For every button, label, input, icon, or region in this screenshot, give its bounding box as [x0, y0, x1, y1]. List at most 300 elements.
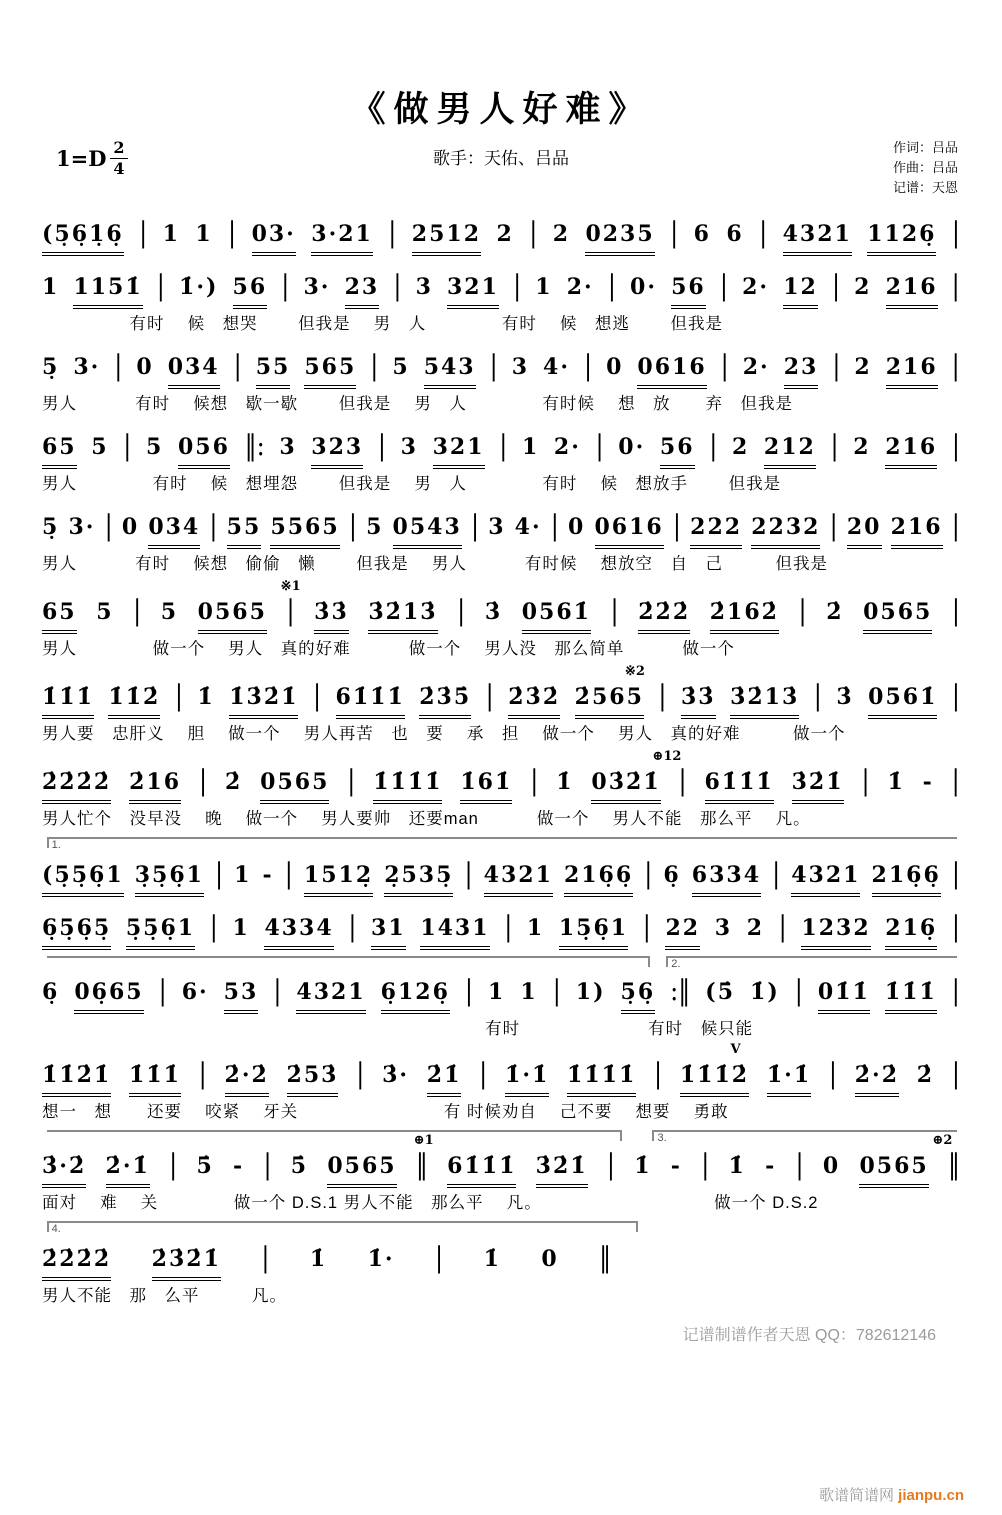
key-label: 1=D: [56, 146, 107, 171]
note-group: 65: [42, 430, 77, 469]
note-group: 23: [345, 270, 380, 309]
barline: |: [530, 764, 539, 798]
barline: |: [388, 216, 397, 250]
barline: |: [794, 974, 803, 1008]
note-group: -: [670, 1153, 682, 1179]
note-group: 1151̇: [73, 270, 142, 309]
note-group: 1: [488, 979, 506, 1005]
barline: |: [104, 509, 113, 543]
note-group: 06̣65: [74, 975, 143, 1014]
jianpu-notes-row: [42, 974, 960, 1014]
barline: |: [198, 764, 208, 798]
jianpu-notes-row: [42, 910, 960, 950]
notation-line: [42, 349, 960, 416]
note-group: 1̇·: [367, 1246, 395, 1272]
lyrics-row: 面对 难 关 做一个 D.S.1 男人不能 那么平 凡。 做一个 D.S.2: [42, 1194, 819, 1212]
note-group: 565: [304, 350, 356, 389]
double-barline: :‖: [670, 974, 691, 1008]
note-group: 3: [400, 434, 418, 460]
volta-bracket: [47, 956, 650, 967]
volta-bracket: [666, 956, 957, 970]
barline: |: [286, 594, 295, 628]
note-group: 31: [371, 911, 406, 950]
volta-bracket: [47, 1130, 623, 1141]
note-group: 2̇·2̇: [225, 1058, 269, 1097]
jianpu-notes-row: [42, 1148, 960, 1188]
notation-line: [42, 216, 960, 256]
note-group: 5̣: [42, 354, 60, 380]
note-group: 0565: [327, 1149, 396, 1188]
lyrics-row: 男人忙个 没早没 晚 做一个 男人要帅 还要man 做一个 男人不能 那么平 凡。: [42, 810, 811, 828]
note-group: 03̇2̇1̇: [591, 765, 660, 804]
notation-line: [42, 579, 960, 661]
volta-number: 1.: [51, 839, 61, 851]
barline: |: [273, 974, 282, 1008]
note-group: 2̇2̇2̇: [638, 595, 690, 634]
barline: |: [595, 429, 604, 463]
note-group: (5̇: [705, 979, 735, 1005]
barline: |: [133, 594, 142, 628]
note-group: 3·: [68, 514, 96, 540]
jianpu-notes-row: [42, 679, 960, 719]
note-group: 056: [178, 430, 230, 469]
note-group: 5: [96, 599, 114, 625]
note-group: 321: [447, 270, 499, 309]
barline: |: [348, 910, 357, 944]
subheader: [0, 132, 1002, 210]
barline: |: [281, 269, 290, 303]
barline: |: [606, 1148, 615, 1182]
note-group: 1̇: [728, 1153, 746, 1179]
note-group: 3: [714, 915, 733, 941]
note-group: 61̇1̇1̇: [336, 680, 405, 719]
score-marker: ※2: [624, 664, 645, 679]
note-group: 0: [121, 514, 140, 540]
note-group: 2̇162̇: [710, 595, 779, 634]
barline: |: [813, 679, 822, 713]
note-group: 0: [822, 1153, 841, 1179]
note-group: 0: [541, 1246, 559, 1272]
note-group: 6̣5̣6̣5̣: [42, 911, 111, 950]
note-group: 2̇·2̇: [855, 1058, 899, 1097]
note-group: 1431: [420, 911, 489, 950]
notation-area: [0, 210, 1002, 1308]
barline: |: [156, 269, 165, 303]
note-group: 61̇1̇1̇: [705, 765, 774, 804]
note-group: 1̇1̇2̇: [108, 680, 160, 719]
barline: |: [951, 216, 960, 250]
barline: |: [759, 216, 768, 250]
double-barline: ‖: [947, 1148, 960, 1182]
barline: |: [464, 974, 474, 1008]
notation-line: [42, 1133, 960, 1215]
note-group: 1̇1̇1̇1̇: [373, 765, 442, 804]
jianpu-notes-row: [42, 764, 960, 804]
note-group: 23: [784, 350, 819, 389]
barline: |: [513, 269, 522, 303]
barline: |: [951, 679, 960, 713]
note-group: 1512̣: [304, 858, 373, 897]
lyrics-row: 有时 候 想哭 但我是 男 人 有时 候 想逃 但我是: [42, 315, 724, 333]
note-group: 222: [690, 510, 742, 549]
score-marker: ⊕2: [932, 1133, 953, 1148]
note-group: 3̇·2̇: [42, 1149, 86, 1188]
barline: |: [607, 269, 616, 303]
barline: |: [470, 509, 480, 543]
volta-bracket: [47, 1221, 639, 1235]
note-group: -: [765, 1153, 777, 1179]
site-name: 歌谱简谱网: [818, 1487, 899, 1504]
barline: |: [829, 509, 838, 543]
note-group: 1: [526, 915, 545, 941]
note-group: 0616: [595, 510, 664, 549]
note-group: 5̣5̣6̣1: [126, 911, 195, 950]
note-group: 1̇·1̇: [767, 1058, 811, 1097]
note-group: 55: [227, 510, 262, 549]
barline: |: [356, 1057, 365, 1091]
note-group: 0565: [198, 595, 267, 634]
lyrics-row: 男人 有时 候想 偷偷 懒 但我是 男人 有时候 想放空 自 己 但我是: [42, 555, 829, 573]
barline: |: [464, 857, 473, 891]
note-group: 3: [279, 434, 297, 460]
note-group: 3·: [303, 274, 331, 300]
note-group: 3: [488, 514, 506, 540]
note-group: 4·: [514, 514, 542, 540]
barline: |: [393, 269, 402, 303]
barline: |: [672, 509, 681, 543]
note-group: 323: [311, 430, 363, 469]
volta-bracket: [47, 837, 958, 851]
note-group: 5̇: [290, 1153, 309, 1179]
note-group: 3·: [73, 354, 101, 380]
jianpu-notes-row: [42, 429, 960, 469]
note-group: 2: [746, 915, 765, 941]
note-group: 03·: [252, 217, 296, 256]
note-group: 1̇1̇1̇2̇: [680, 1058, 749, 1097]
barline: |: [261, 1241, 270, 1275]
barline: |: [552, 974, 561, 1008]
note-group: 1̇1̇2̇1̇: [42, 1058, 111, 1097]
note-group: 1̇: [309, 1246, 328, 1272]
song-title: 《做男人好难》: [350, 90, 652, 129]
note-group: 3̇3̇: [681, 680, 716, 719]
note-group: 65: [42, 595, 77, 634]
barline: |: [951, 974, 960, 1008]
note-group: 6·: [181, 979, 209, 1005]
score-marker: ⊕1: [413, 1133, 434, 1148]
note-group: 1̇·1̇: [505, 1058, 549, 1097]
barline: |: [678, 764, 687, 798]
barline: |: [610, 594, 619, 628]
note-group: 1̇: [197, 684, 215, 710]
barline: |: [499, 429, 508, 463]
note-group: 2512: [412, 217, 481, 256]
composer-credit: 作曲：吕品: [892, 160, 958, 175]
note-group: -: [262, 862, 274, 888]
barline: |: [798, 594, 807, 628]
note-group: 0565: [863, 595, 932, 634]
barline: |: [778, 910, 787, 944]
note-group: 2̇1̇: [427, 1058, 462, 1097]
note-group: 4321: [791, 858, 860, 897]
site-footer: [819, 1484, 964, 1505]
volta-bracket: [652, 1130, 957, 1144]
time-signature-bottom: 4: [113, 159, 125, 178]
note-group: 6334: [692, 858, 761, 897]
barline: |: [951, 509, 960, 543]
note-group: 2̇3̇2̇1̇: [152, 1242, 221, 1281]
barline: |: [215, 857, 224, 891]
notation-line: [42, 509, 960, 576]
double-barline: ‖:: [244, 429, 265, 463]
score-marker: V: [730, 1042, 741, 1057]
note-group: 1): [575, 979, 606, 1005]
lyrics-row: 男人 有时 候想 歇一歇 但我是 男 人 有时候 想 放 弃 但我是: [42, 395, 794, 413]
note-group: 1: [521, 434, 540, 460]
jianpu-notes-row: [42, 1057, 960, 1097]
note-group: 1̇): [750, 979, 780, 1005]
note-group: 216̣6̣: [872, 858, 941, 897]
note-group: 1̇·): [179, 274, 219, 300]
barline: |: [377, 429, 386, 463]
note-group: 2·: [742, 274, 770, 300]
note-group: 2̇: [224, 769, 243, 795]
lyricist-credit: 作词：吕品: [892, 140, 958, 155]
note-group: 1̇61̇: [460, 765, 512, 804]
note-group: 1̇: [887, 769, 905, 795]
note-group: 2̇2̇2̇2̇: [42, 1242, 111, 1281]
note-group: 3̇2̇1̇: [536, 1149, 588, 1188]
note-group: 56: [671, 270, 706, 309]
note-group: 034: [168, 350, 220, 389]
notation-line: [42, 910, 960, 970]
note-group: 2: [731, 434, 750, 460]
note-group: 1̇1̇1̇: [42, 680, 94, 719]
lyrics-row: 男人要 忠肝义 胆 做一个 男人再苦 也 要 承 担 做一个 男人 真的好难 做一个: [42, 725, 846, 743]
note-group: -: [922, 769, 934, 795]
notation-line: [42, 839, 960, 897]
note-group: 22: [665, 911, 700, 950]
note-group: 20: [847, 510, 882, 549]
barline: |: [832, 349, 841, 383]
note-group: 216: [886, 270, 938, 309]
note-group: 5: [366, 514, 384, 540]
barline: |: [951, 349, 960, 383]
double-barline: ‖: [415, 1148, 428, 1182]
note-group: 5565: [270, 510, 339, 549]
note-group: 0561̇: [522, 595, 591, 634]
maker-credit: 记谱制谱作者天恩 QQ：782612146: [682, 1327, 936, 1344]
notation-line: [42, 974, 960, 1041]
note-group: 3̇2̇13̇: [730, 680, 799, 719]
volta-number: 3.: [657, 1132, 667, 1144]
note-group: 1̇1̇1̇1̇: [567, 1058, 636, 1097]
barline: |: [435, 1241, 444, 1275]
barline: |: [830, 429, 839, 463]
barline: |: [828, 1057, 837, 1091]
note-group: 2̇3̇5̇: [419, 680, 471, 719]
note-group: 3̇: [484, 599, 503, 625]
barline: |: [709, 429, 718, 463]
notation-line: [42, 664, 960, 746]
note-group: 2̇565: [575, 680, 644, 719]
barline: |: [209, 509, 218, 543]
barline: |: [831, 269, 841, 303]
barline: |: [233, 349, 242, 383]
note-group: 216: [886, 350, 938, 389]
barline: |: [951, 269, 960, 303]
note-group: 3̇·: [382, 1062, 410, 1088]
note-group: 1: [232, 915, 250, 941]
barline: |: [370, 349, 379, 383]
barline: |: [263, 1148, 272, 1182]
notation-line: [42, 1042, 960, 1144]
note-group: 0235: [585, 217, 654, 256]
barline: |: [209, 910, 218, 944]
note-group: 15̣6̣1: [559, 911, 628, 950]
note-group: 5̣: [42, 514, 60, 540]
lyrics-row: 想一 想 还要 咬紧 牙关 有 时候劝自 己不要 想要 勇敢: [42, 1103, 729, 1121]
note-group: 3: [415, 274, 433, 300]
note-group: 1232: [801, 911, 870, 950]
barline: |: [284, 857, 293, 891]
note-group: 5̇: [196, 1153, 214, 1179]
jianpu-notes-row: [42, 1241, 611, 1281]
jianpu-notes-row: [42, 857, 960, 897]
jianpu-notes-row: [42, 594, 960, 634]
note-group: 3̇3̇: [314, 595, 349, 634]
note-group: 2̇2̇2̇2̇: [42, 765, 111, 804]
note-group: 1126̣: [867, 217, 936, 256]
note-group: 4·: [543, 354, 570, 380]
score-marker: ⊕12: [652, 749, 682, 764]
barline: |: [719, 269, 728, 303]
note-group: 6: [726, 221, 744, 247]
barline: |: [479, 1057, 488, 1091]
note-group: 5: [146, 434, 164, 460]
note-group: 216̣: [885, 911, 937, 950]
note-group: 1̇3̇2̇1̇: [229, 680, 298, 719]
jianpu-notes-row: [42, 216, 960, 256]
note-group: 5̣6̣: [621, 975, 656, 1014]
note-group: 1: [42, 274, 60, 300]
jianpu-notes-row: [42, 509, 960, 549]
note-group: 2: [853, 434, 871, 460]
barline: |: [861, 764, 870, 798]
barline: |: [951, 910, 960, 944]
site-link[interactable]: jianpu.cn: [898, 1487, 964, 1504]
barline: |: [485, 679, 494, 713]
note-group: 1: [535, 274, 553, 300]
barline: |: [951, 857, 960, 891]
note-group: 2: [496, 221, 514, 247]
note-group: 61̇1̇1̇: [447, 1149, 516, 1188]
barline: |: [720, 349, 729, 383]
note-group: 12: [783, 270, 818, 309]
note-group: 1̇: [483, 1246, 501, 1272]
barline: |: [457, 594, 466, 628]
note-group: 2̇3̇2̇: [508, 680, 560, 719]
barline: |: [228, 216, 237, 250]
note-group: 216: [885, 430, 937, 469]
note-group: 321: [433, 430, 485, 469]
notation-line: [42, 749, 960, 831]
note-group: 1: [520, 979, 538, 1005]
note-group: 5: [160, 599, 179, 625]
note-group: 1̇1̇1̇: [885, 975, 937, 1014]
note-group: (5̣6̣1̣6̣: [42, 217, 124, 256]
note-group: 6: [693, 221, 711, 247]
barline: |: [123, 429, 132, 463]
note-group: 2·: [742, 354, 770, 380]
singer-line: 歌手：天佑、吕品: [433, 149, 569, 168]
note-group: 3·21: [311, 217, 373, 256]
barline: |: [658, 679, 667, 713]
volta-number: 2.: [671, 958, 681, 970]
note-group: 0543: [393, 510, 462, 549]
barline: |: [169, 1148, 178, 1182]
note-group: 3̇2̇13̇: [368, 595, 437, 634]
note-group: 0·: [618, 434, 646, 460]
note-group: 0: [136, 354, 154, 380]
note-group: 56: [233, 270, 268, 309]
barline: |: [348, 509, 357, 543]
barline: |: [114, 349, 123, 383]
lyrics-row: 男人 有时 候 想埋怨 但我是 男 人 有时 候 想放手 但我是: [42, 475, 782, 493]
barline: |: [951, 1057, 960, 1091]
barline: |: [670, 216, 679, 250]
note-group: 2̇: [826, 599, 844, 625]
double-barline: ‖: [599, 1241, 612, 1275]
note-group: 01̇1̇: [818, 975, 870, 1014]
note-group: 2̇16: [129, 765, 181, 804]
volta-number: 4.: [51, 1223, 61, 1235]
note-group: 216: [891, 510, 943, 549]
note-group: 2̇53̇: [287, 1058, 339, 1097]
note-group: 55: [256, 350, 291, 389]
note-group: 0565: [859, 1149, 928, 1188]
note-group: 1: [234, 862, 252, 888]
barline: |: [951, 429, 960, 463]
lyrics-row: 有时 有时 候只能: [42, 1020, 754, 1038]
barline: |: [772, 857, 781, 891]
lyrics-row: 男人 做一个 男人 真的好难 做一个 男人没 那么简单 做一个: [42, 640, 735, 658]
note-group: 3̇2̇1̇: [792, 765, 844, 804]
note-group: -: [233, 1153, 245, 1179]
note-group: 56: [660, 430, 695, 469]
notation-line: [42, 1223, 960, 1308]
time-signature-top: 2: [110, 140, 127, 159]
note-group: 2232: [751, 510, 820, 549]
score-marker: ※1: [280, 579, 301, 594]
note-group: 4321: [296, 975, 365, 1014]
notation-line: [42, 429, 960, 496]
note-group: 0565: [260, 765, 329, 804]
barline: |: [504, 910, 513, 944]
note-group: 1: [162, 221, 180, 247]
note-group: 6̣: [42, 979, 60, 1005]
note-group: 212: [764, 430, 816, 469]
jianpu-notes-row: [42, 269, 960, 309]
barline: |: [312, 679, 322, 713]
note-group: 2: [552, 221, 571, 247]
note-group: 3̇: [836, 684, 854, 710]
barline: |: [584, 349, 593, 383]
note-group: 0: [568, 514, 586, 540]
note-group: 1̇: [556, 769, 574, 795]
note-group: 0561̇: [868, 680, 937, 719]
barline: |: [795, 1148, 804, 1182]
